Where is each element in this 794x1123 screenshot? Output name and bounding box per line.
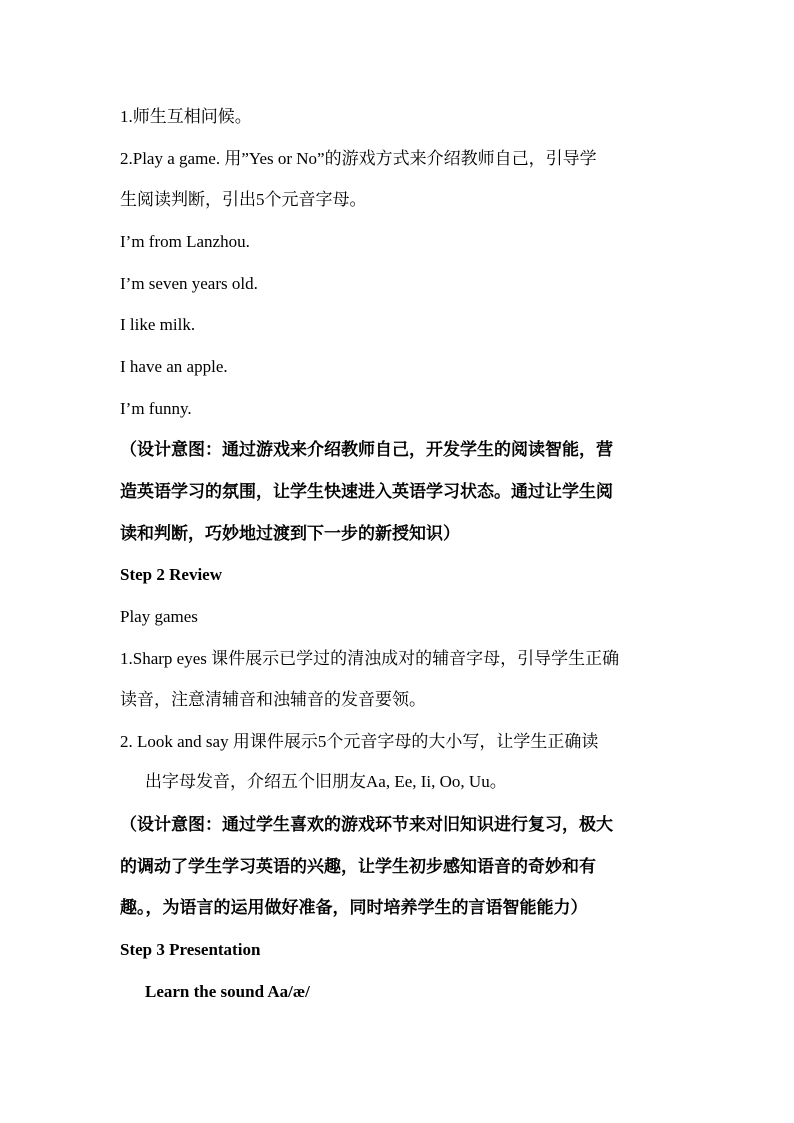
design-intent-text: （设计意图：通过学生喜欢的游戏环节来对旧知识进行复习，极大 (120, 815, 613, 834)
text-line: 1.Sharp eyes 课件展示已学过的清浊成对的辅音字母，引导学生正确 (120, 649, 620, 668)
text-line: 2. Look and say 用课件展示5个元音字母的大小写，让学生正确读 (120, 732, 599, 751)
design-intent-text: 造英语学习的氛围，让学生快速进入英语学习状态。通过让学生阅 (120, 482, 613, 501)
design-intent-text: 趣。，为语言的运用做好准备，同时培养学生的言语智能能力） (120, 898, 588, 917)
text-line: 1.师生互相问候。 (120, 107, 252, 126)
design-intent-text: 读和判断，巧妙地过渡到下一步的新授知识） (120, 524, 460, 543)
text-line: I’m seven years old. (120, 274, 258, 293)
sub-heading: Learn the sound Aa/æ/ (145, 982, 310, 1001)
text-line: I’m funny. (120, 399, 192, 418)
text-line: 生阅读判断，引出5个元音字母。 (120, 190, 367, 209)
text-line: I have an apple. (120, 357, 228, 376)
text-line: 2.Play a game. 用”Yes or No”的游戏方式来介绍教师自己，引导学 (120, 149, 597, 168)
text-line: Play games (120, 607, 198, 626)
design-intent-text: 的调动了学生学习英语的兴趣，让学生初步感知语音的奇妙和有 (120, 857, 596, 876)
design-intent-text: （设计意图：通过游戏来介绍教师自己，开发学生的阅读智能，营 (120, 440, 613, 459)
section-heading: Step 2 Review (120, 565, 222, 584)
text-line: 出字母发音，介绍五个旧朋友Aa, Ee, Ii, Oo, Uu。 (145, 772, 507, 791)
text-line: 读音，注意清辅音和浊辅音的发音要领。 (120, 690, 426, 709)
section-heading: Step 3 Presentation (120, 940, 261, 959)
text-line: I’m from Lanzhou. (120, 232, 250, 251)
text-line: I like milk. (120, 315, 196, 334)
